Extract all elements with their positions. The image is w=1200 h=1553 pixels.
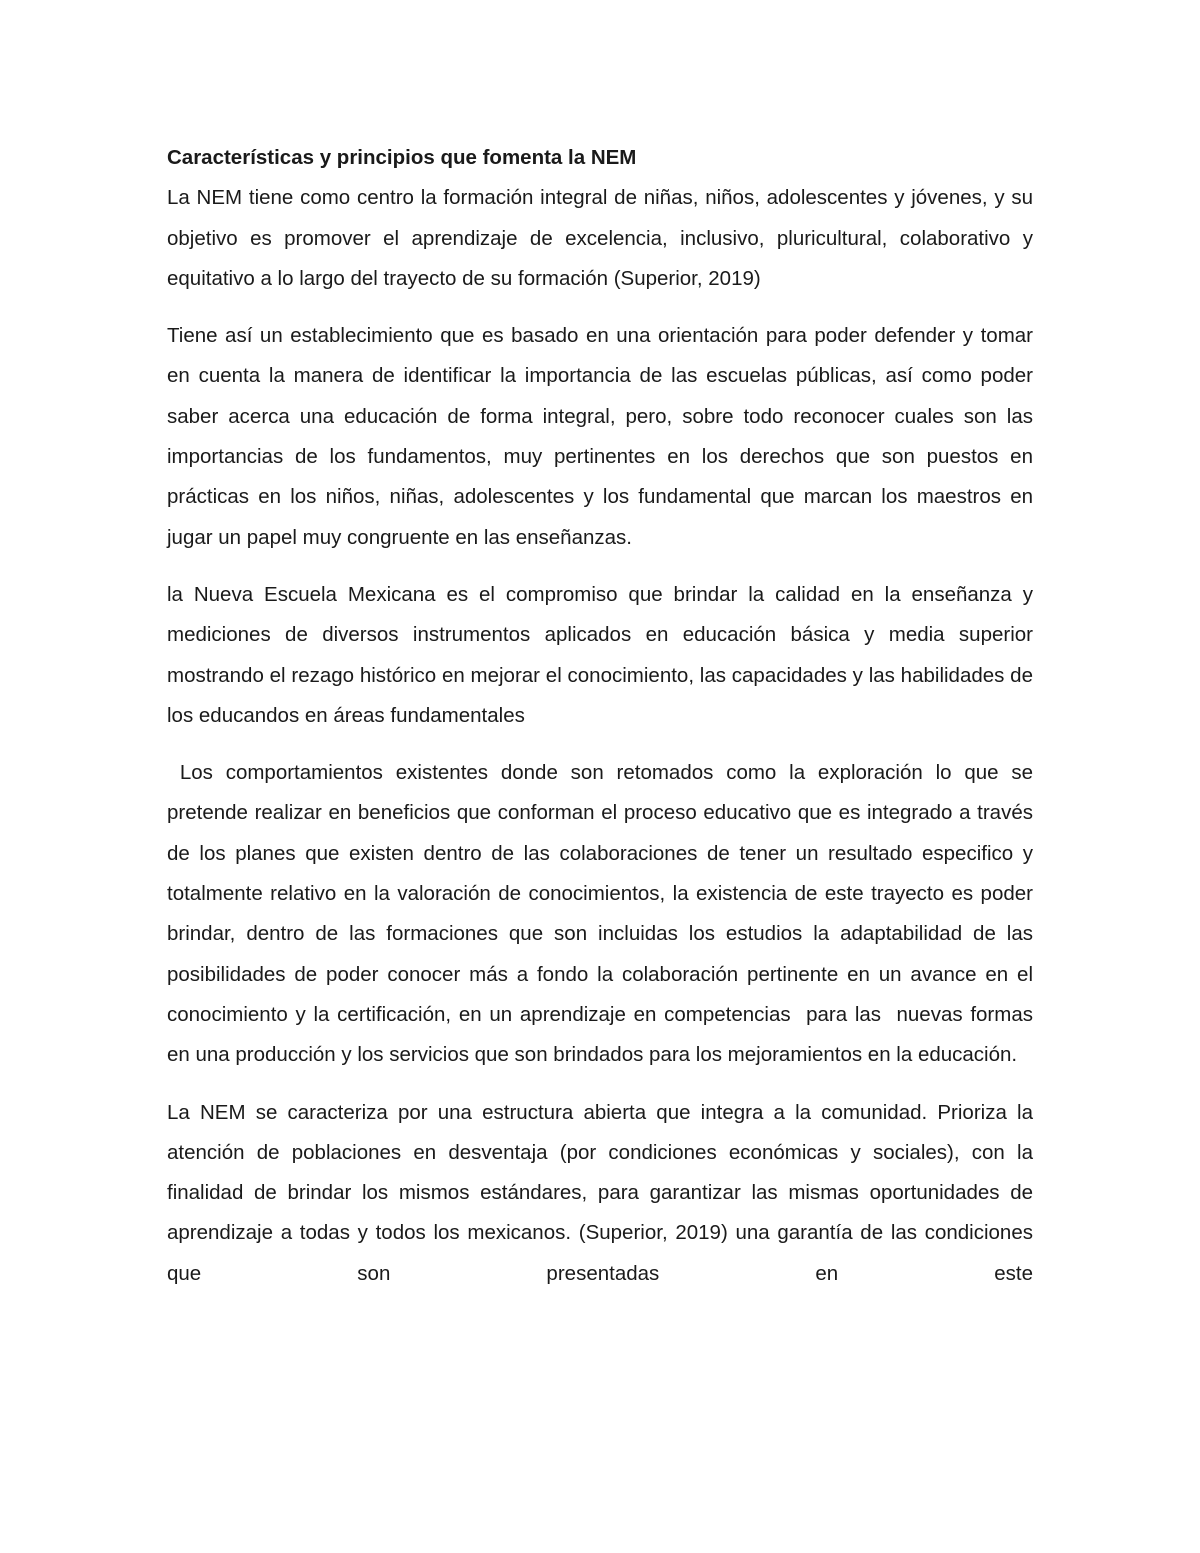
document-body	[167, 138, 1039, 1311]
paragraph-5: La NEM se caracteriza por una estructura abierta que integra a la comunidad. Prioriza la atención de poblaciones en desventaja (por condiciones económicas y sociales), con la finalidad de brindar los mismos estándares, para garantizar las mismas oportunidades de aprendizaje a todas y todos los mexicanos. (Superior, 2019) una garantía de las condiciones que son presentadas en este	[167, 1100, 1033, 1285]
paragraph-4: Los comportamientos existentes donde son retomados como la exploración lo que se pretende realizar en beneficios que conforman el proceso educativo que es integrado a través de los planes que existen dentro de las colaboraciones de tener un resultado especifico y totalmente relativo en la valoración de conocimientos, la existencia de este trayecto es poder brindar, dentro de las formaciones que son incluidas los estudios la adaptabilidad de las posibilidades de poder conocer más a fondo la colaboración pertinente en un avance en el conocimiento y la certificación, en un aprendizaje en competencias para las nuevas formas en una producción y los servicios que son brindados para los mejoramientos en la educación.	[167, 761, 1039, 1067]
paragraph-2: Tiene así un establecimiento que es basado en una orientación para poder defender y tomar en cuenta la manera de identificar la importancia de las escuelas públicas, así como poder saber acerca una educación de forma integral, pero, sobre todo reconocer cuales son las importancias de los fundamentos, muy pertinentes en los derechos que son puestos en prácticas en los niños, niñas, adolescentes y los fundamental que marcan los maestros en jugar un papel muy congruente en las enseñanzas.	[167, 324, 1033, 549]
paragraph-1: La NEM tiene como centro la formación integral de niñas, niños, adolescentes y jóvenes, y su objetivo es promover el aprendizaje de excelencia, inclusivo, pluricultural, colaborativo y equitativo a lo largo del trayecto de su formación (Superior, 2019)	[167, 186, 1033, 290]
document-heading: Características y principios que fomenta la NEM	[167, 146, 637, 169]
paragraph-3: la Nueva Escuela Mexicana es el compromiso que brindar la calidad en la enseñanza y mediciones de diversos instrumentos aplicados en educación básica y media superior mostrando el rezago histórico en mejorar el conocimiento, las capacidades y las habilidades de los educandos en áreas fundamentales	[167, 582, 1033, 727]
